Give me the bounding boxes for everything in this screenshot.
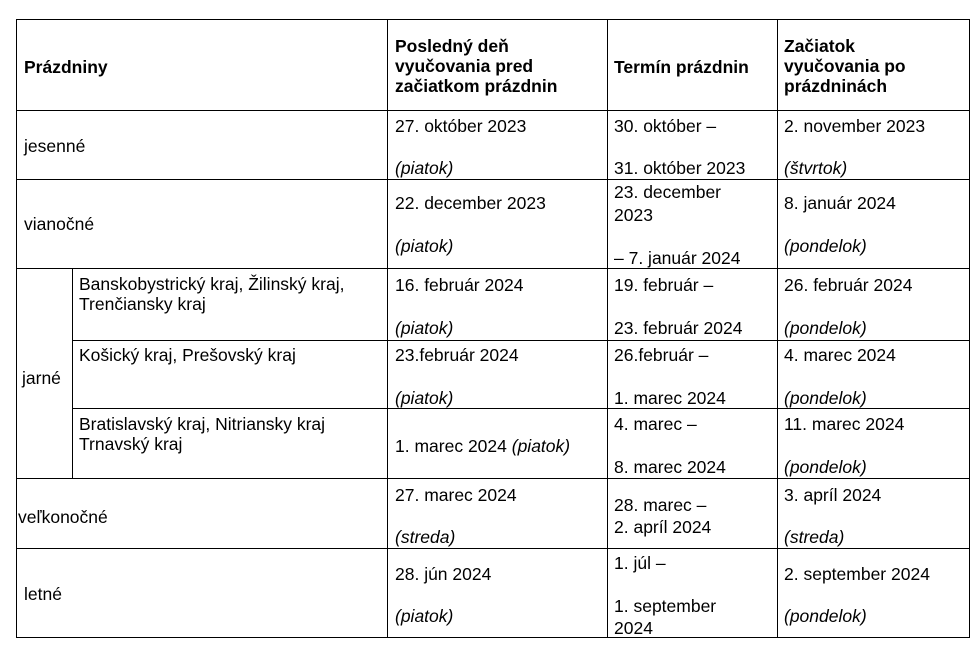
header-start bbox=[784, 36, 906, 96]
grid-line bbox=[16, 268, 970, 269]
region-line: Košický kraj, Prešovský kraj bbox=[79, 345, 296, 365]
grid-line bbox=[607, 19, 608, 638]
term-end: 1. september bbox=[614, 596, 717, 616]
grid-line bbox=[16, 19, 970, 20]
last-weekday: (piatok) bbox=[395, 158, 454, 178]
start-date: 2. september 2024 bbox=[784, 564, 930, 584]
term-end: 23. február 2024 bbox=[614, 318, 743, 338]
header-last-day-line: Posledný deň bbox=[395, 36, 509, 56]
grid-line bbox=[16, 548, 970, 549]
term-start-year: 2023 bbox=[614, 205, 653, 225]
grid-line bbox=[387, 19, 388, 638]
term-end: 1. marec 2024 bbox=[614, 388, 726, 408]
start-date: 26. február 2024 bbox=[784, 275, 913, 295]
term-end: 2. apríl 2024 bbox=[614, 517, 712, 537]
last-weekday: (piatok) bbox=[511, 436, 571, 456]
holiday-name: jarné bbox=[22, 368, 61, 388]
last-weekday: (streda) bbox=[395, 527, 456, 547]
term-end: 31. október 2023 bbox=[614, 158, 746, 178]
grid-line bbox=[16, 179, 970, 180]
header-start-line: prázdninách bbox=[784, 76, 888, 96]
start-date: 2. november 2023 bbox=[784, 116, 926, 136]
region-line: Bratislavský kraj, Nitriansky kraj bbox=[79, 414, 326, 434]
last-date-with-weekday bbox=[395, 436, 570, 456]
header-start-line: Začiatok bbox=[784, 36, 855, 56]
start-weekday: (pondelok) bbox=[784, 388, 867, 408]
last-date: 27. október 2023 bbox=[395, 116, 527, 136]
header-last-day bbox=[395, 36, 557, 96]
last-date: 16. február 2024 bbox=[395, 275, 524, 295]
holiday-name: letné bbox=[24, 584, 62, 604]
last-weekday: (piatok) bbox=[395, 318, 454, 338]
start-weekday: (pondelok) bbox=[784, 457, 867, 477]
holiday-name: veľkonočné bbox=[18, 507, 108, 527]
last-date: 23.február 2024 bbox=[395, 345, 519, 365]
last-date: 1. marec 2024 bbox=[395, 436, 507, 456]
region-line: Banskobystrický kraj, Žilinský kraj, bbox=[79, 274, 345, 294]
grid-line bbox=[16, 637, 970, 638]
start-date: 11. marec 2024 bbox=[784, 414, 905, 434]
term-start: 4. marec – bbox=[614, 414, 697, 434]
last-weekday: (piatok) bbox=[395, 606, 454, 626]
holiday-name: vianočné bbox=[24, 214, 95, 234]
start-date: 8. január 2024 bbox=[784, 193, 896, 213]
last-weekday: (piatok) bbox=[395, 388, 454, 408]
grid-line bbox=[72, 408, 970, 409]
start-date: 4. marec 2024 bbox=[784, 345, 896, 365]
grid-line bbox=[72, 340, 970, 341]
start-date: 3. apríl 2024 bbox=[784, 485, 882, 505]
holiday-name: jesenné bbox=[24, 136, 86, 156]
term-end: 8. marec 2024 bbox=[614, 457, 726, 477]
term-start: 19. február – bbox=[614, 275, 714, 295]
grid-line bbox=[16, 19, 17, 638]
header-holidays: Prázdniny bbox=[24, 57, 108, 77]
region-name bbox=[79, 414, 325, 454]
start-weekday: (pondelok) bbox=[784, 606, 867, 626]
header-term: Termín prázdnin bbox=[614, 57, 749, 77]
grid-line bbox=[72, 268, 73, 478]
term-end: – 7. január 2024 bbox=[614, 248, 741, 268]
term-end-year: 2024 bbox=[614, 618, 653, 638]
start-weekday: (štvrtok) bbox=[784, 158, 848, 178]
term-start: 28. marec – bbox=[614, 495, 707, 515]
start-weekday: (pondelok) bbox=[784, 236, 867, 256]
header-last-day-line: začiatkom prázdnin bbox=[395, 76, 558, 96]
start-weekday: (streda) bbox=[784, 527, 845, 547]
grid-line bbox=[16, 478, 970, 479]
term-start: 30. október – bbox=[614, 116, 717, 136]
grid-line bbox=[777, 19, 778, 638]
last-weekday: (piatok) bbox=[395, 236, 454, 256]
region-name bbox=[79, 345, 296, 365]
header-start-line: vyučovania po bbox=[784, 56, 906, 76]
term-start: 26.február – bbox=[614, 345, 709, 365]
last-date: 27. marec 2024 bbox=[395, 485, 517, 505]
region-line: Trnavský kraj bbox=[79, 434, 183, 454]
term-start: 23. december bbox=[614, 182, 722, 202]
term-start: 1. júl – bbox=[614, 553, 666, 573]
last-date: 22. december 2023 bbox=[395, 193, 546, 213]
region-name bbox=[79, 274, 344, 314]
header-last-day-line: vyučovania pred bbox=[395, 56, 534, 76]
region-line: Trenčiansky kraj bbox=[79, 294, 206, 314]
start-weekday: (pondelok) bbox=[784, 318, 867, 338]
grid-line bbox=[16, 110, 970, 111]
last-date: 28. jún 2024 bbox=[395, 564, 492, 584]
grid-line bbox=[969, 19, 970, 638]
